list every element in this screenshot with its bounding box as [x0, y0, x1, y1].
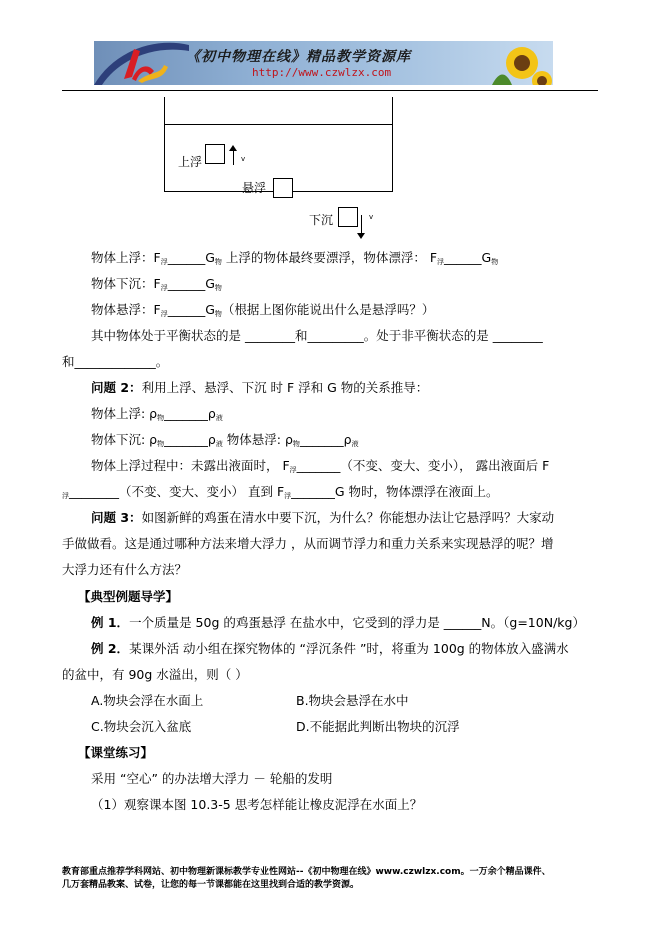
block-rising [205, 144, 225, 164]
example-1: 例 1．一个质量是 50g 的鸡蛋悬浮 在盐水中，它受到的浮力是 ______N。（g=10N/kg） [91, 615, 585, 630]
footer-line-2: 几万套精品教案、试卷，让您的每一节课都能在这里找到合适的教学资源。 [62, 880, 360, 890]
container-left-wall [164, 97, 165, 192]
option-c: C.物块会沉入盆底 [91, 719, 192, 734]
example-2: 例 2．某课外活 动小组在探究物体的 “浮沉条件 ”时，将重为 100g 的物体放入盛满水 [91, 641, 569, 656]
density-sink-suspend: 物体下沉: $\rho_物\_\_\_\_\_\_\_\rho_液$ 物体悬浮: $\rho_物\_\_\_\_\_\_\_\rho_液$ [91, 432, 359, 448]
arrow-up-icon [233, 149, 234, 165]
rising-process-cont: $_浮$________（不变、变大、变小） 直到 $F_浮\_\_\_\_\_\_\_G$ 物时，物体漂浮在液面上。 [62, 484, 499, 500]
option-d: D.不能据此判断出物块的沉浮 [296, 719, 460, 734]
option-b: B.物块会悬浮在水中 [296, 693, 409, 708]
water-surface [164, 124, 393, 125]
block-suspended [273, 178, 293, 198]
question-2: 问题 2：利用上浮、悬浮、下沉 时 F 浮和 G 物的关系推导： [91, 380, 429, 395]
question-3-cont-1: 手做做看。这是通过哪种方法来增大浮力 ，从而调节浮力和重力关系来实现悬浮的呢？增 [62, 536, 554, 551]
practice-q1: （1）观察课本图 10.3-5 思考怎样能让橡皮泥浮在水面上？ [91, 797, 423, 812]
question-3: 问题 3：如图新鲜的鸡蛋在清水中要下沉，为什么？你能想办法让它悬浮吗？大家动 [91, 510, 555, 525]
practice-topic: 采用 “空心” 的办法增大浮力 － 轮船的发明 [91, 771, 333, 786]
section-class-practice: 【课堂练习】 [78, 745, 154, 760]
velocity-label-down: v [369, 213, 374, 221]
section-typical-examples: 【典型例题导学】 [78, 589, 179, 604]
rising-process: 物体上浮过程中：未露出液面时， $F_浮\_\_\_\_\_\_\_$（不变、变大、变小）， 露出液面后 F [91, 458, 550, 474]
text-line-balance: 其中物体处于平衡状态的是 ________和_________。处于非平衡状态的是 ________ [91, 328, 543, 343]
block-sinking [338, 207, 358, 227]
density-rise: 物体上浮: $\rho_物\_\_\_\_\_\_\_\rho_液$ [91, 406, 223, 422]
banner-url: http://www.czwlzx.com [252, 66, 392, 79]
banner-title: 《初中物理在线》精品教学资源库 [186, 49, 411, 65]
footer-line-1: 教育部重点推荐学科网站、初中物理新课标教学专业性网站--《初中物理在线》www.czwlzx.com。一万余个精品课件、 [62, 867, 551, 877]
question-3-cont-2: 大浮力还有什么方法？ [62, 562, 188, 577]
header-banner [94, 41, 553, 85]
velocity-label-up: v [241, 155, 246, 163]
header-divider [62, 90, 598, 91]
label-suspended: 悬浮 [242, 181, 267, 195]
label-rising: 上浮 [178, 155, 203, 169]
container-right-wall [392, 97, 393, 192]
example-2-cont: 的盆中，有 90g 水溢出，则（ ） [62, 667, 248, 682]
arrow-up-head-icon [229, 145, 237, 151]
text-line-sink: 物体下沉：$F_浮\_\_\_\_\_\_G_物$ [91, 276, 222, 292]
text-line-suspend: 物体悬浮：$F_浮\_\_\_\_\_\_G_物$（根据上图你能说出什么是悬浮吗？） [91, 302, 435, 318]
text-line-rise: 物体上浮：$F_浮\_\_\_\_\_\_G_物$ 上浮的物体最终要漂浮，物体漂浮： $F_浮\_\_\_\_\_\_G_物$ [91, 250, 499, 266]
text-line-balance-cont: 和_____________。 [62, 354, 169, 369]
arrow-down-icon [361, 215, 362, 235]
arrow-down-head-icon [357, 233, 365, 239]
option-a: A.物块会浮在水面上 [91, 693, 204, 708]
label-sinking: 下沉 [309, 213, 334, 227]
